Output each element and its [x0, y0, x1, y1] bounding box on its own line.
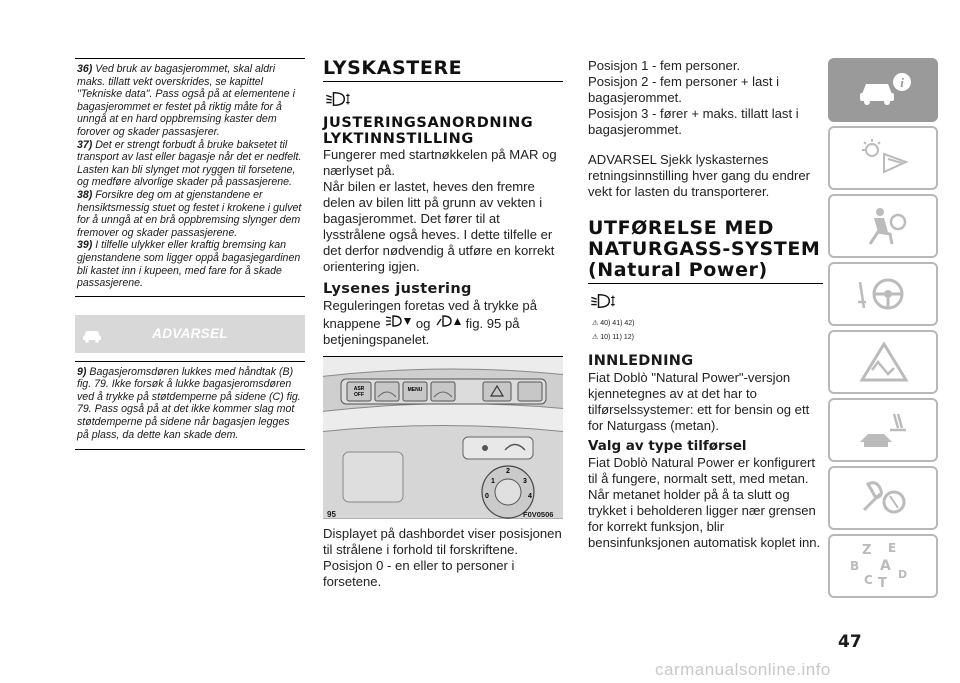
para-regulering: Reguleringen foretas ved å trykke på: [323, 298, 537, 313]
para-intro: Fiat Doblò "Natural Power"-versjon kjennetegnes av at det har to tilførselssystemer: ett for bensin og ett for Naturgass (metan).: [588, 370, 810, 433]
note-37: 37) Det er strengt forbudt å bruke baksetet til transport av last eller bagasje når det er nedfelt. Lasten kan bli slynget mot ryggen til forsetene, og medføre alvorlige skader på passasjerene.: [77, 138, 302, 189]
para-posisjon2: Posisjon 2 - fem personer + last i bagasjerommet.: [588, 74, 780, 105]
svg-text:A: A: [880, 558, 891, 574]
index-letters-icon: [844, 540, 914, 590]
advarsel-text: 9) Bagasjeromsdøren lukkes med håndtak (B) fig. 79. Ikke forsøk å lukke bagasjeromsdøren ved å trykke på støtdemperne på sidene (C) fig. 79. Pass også på at det ikke kommer slag mot støtdemperne på sidene når bagasjen legges på plass, da dette kan skade dem.: [77, 365, 301, 441]
note-39: 39) I tilfelle ulykker eller kraftig bremsing kan gjenstandene som ligger oppå bagasjegardinen bli kastet inn i kupeen, med fare for å skade passasjerene.: [77, 239, 301, 290]
service-icon: [854, 408, 914, 452]
tab-airbag[interactable]: [828, 194, 938, 258]
svg-text:D: D: [898, 568, 908, 581]
notes-box: [75, 58, 305, 297]
dial-4: 4: [528, 493, 532, 500]
figure-code: F0V0506: [523, 510, 554, 519]
headlight-adjust-icon: [323, 90, 353, 108]
right-column: [588, 58, 823, 551]
svg-text:C: C: [864, 573, 873, 587]
svg-text:i: i: [900, 75, 904, 90]
subheading-justering: JUSTERINGSANORDNING LYKTINNSTILLING: [323, 115, 534, 147]
para-knappene: knappene og fig. 95 på: [323, 316, 520, 331]
warning-triangle-icon: [854, 340, 914, 384]
watermark: carmanualsonline.info: [655, 660, 831, 679]
svg-text:Z: Z: [862, 543, 872, 558]
para-posisjon0: Posisjon 0 - en eller to personer i forsetene.: [323, 558, 515, 589]
headlight-down-icon: [384, 314, 412, 328]
svg-text:OFF: OFF: [354, 392, 364, 398]
subheading-lysenes: Lysenes justering: [323, 281, 472, 297]
refs-warning: ⚠ 40) 41) 42): [592, 320, 635, 327]
button-asr-off: [347, 382, 371, 401]
note-36: 36) Ved bruk av bagasjerommet, skal aldri maks. tillatt vekt overskrides, se kapittel "Tekniske data". Pass også på at elementene i bagasjerommet er festet på riktig måte for å unngå at en hard oppbremsing kaster dem forover og skader passasjerer.: [77, 63, 295, 138]
tab-car-info[interactable]: [828, 58, 938, 122]
para-mar: Fungerer med startnøkkelen på MAR og nærlyset på.: [323, 147, 557, 178]
para-metan: Når metanet holder på å ta slutt og trykket i beholderen ligger nær grensen for korrekt funksjon, blir bensinfunksjonen automatisk koplet inn.: [588, 487, 821, 550]
middle-column-bottom: [323, 526, 563, 590]
subheading-innledning: INNLEDNING: [588, 353, 694, 369]
dial-3: 3: [523, 478, 527, 485]
advarsel-header: [75, 315, 305, 353]
para-posisjon1: Posisjon 1 - fem personer.: [588, 58, 741, 73]
maintenance-icon: [854, 476, 914, 520]
tab-steering[interactable]: [828, 262, 938, 326]
svg-text:T: T: [878, 576, 887, 590]
tab-warning[interactable]: [828, 330, 938, 394]
button-rear-defrost: [518, 382, 542, 401]
figure-number: 95: [327, 510, 336, 519]
tab-service[interactable]: [828, 398, 938, 462]
warning-icon: ⚠: [592, 320, 599, 327]
dashboard-illustration: [323, 357, 563, 519]
refs-caution: ⚠ 10) 11) 12): [592, 334, 634, 341]
dashboard-figure: [323, 357, 563, 519]
middle-column: [323, 58, 563, 361]
advarsel-title: ADVARSEL: [152, 325, 228, 341]
advarsel-box: [75, 361, 305, 451]
tab-lights[interactable]: [828, 126, 938, 190]
heading-rule: [323, 81, 563, 82]
svg-text:ASR: ASR: [353, 386, 365, 392]
dial-1: 1: [491, 478, 495, 485]
subheading-valg: Valg av type tilførsel: [588, 438, 747, 454]
dial-2: 2: [506, 468, 510, 475]
section-heading-lyskastere: LYSKASTERE: [323, 57, 463, 79]
para-konfigurert: Fiat Doblò Natural Power er konfigurert til å fungere, normalt sett, med metan.: [588, 455, 816, 486]
headlight-adjust-icon: [588, 292, 618, 310]
svg-text:E: E: [888, 541, 897, 555]
dial-0: 0: [485, 493, 489, 500]
airbag-icon: [854, 204, 914, 248]
para-loaded: Når bilen er lastet, heves den fremre delen av bilen litt på grunn av vekten i bagasjerommet. Det fører til at lysstrålene også heves. I dette tilfelle er det derfor nødvendig å utføre en korrekt orientering igjen.: [323, 179, 555, 274]
car-info-icon: [854, 68, 914, 112]
lights-icon: [854, 136, 914, 180]
svg-text:B: B: [850, 559, 860, 573]
tab-maintenance[interactable]: [828, 466, 938, 530]
para-display: Displayet på dashbordet viser posisjonen til strålene i forhold til forskriftene.: [323, 526, 562, 557]
menu-label: MENU: [407, 387, 423, 393]
tab-index[interactable]: [828, 534, 938, 598]
left-column: [75, 58, 305, 450]
caution-icon: ⚠: [592, 334, 599, 341]
para-posisjon3: Posisjon 3 - fører + maks. tillatt last i bagasjerommet.: [588, 106, 799, 137]
note-38: 38) Forsikre deg om at gjenstandene er hensiktsmessig stuet og festet i krokene i gulvet for å unngå at en brå oppbremsing slynger dem fremover og skader passasjerene.: [77, 188, 302, 239]
section-heading-naturgass: UTFØRELSE MED NATURGASS-SYSTEM (Natural Power): [588, 217, 821, 281]
para-advarsel-lys: ADVARSEL Sjekk lyskasternes retningsinnstilling hver gang du endrer vekt for lasten du transporterer.: [588, 152, 811, 199]
heading-rule-2: [588, 283, 823, 284]
para-betjening: betjeningspanelet.: [323, 332, 430, 347]
page-number: 47: [838, 632, 862, 652]
steering-wheel-icon: [854, 272, 914, 316]
headlight-up-icon: [434, 314, 462, 328]
